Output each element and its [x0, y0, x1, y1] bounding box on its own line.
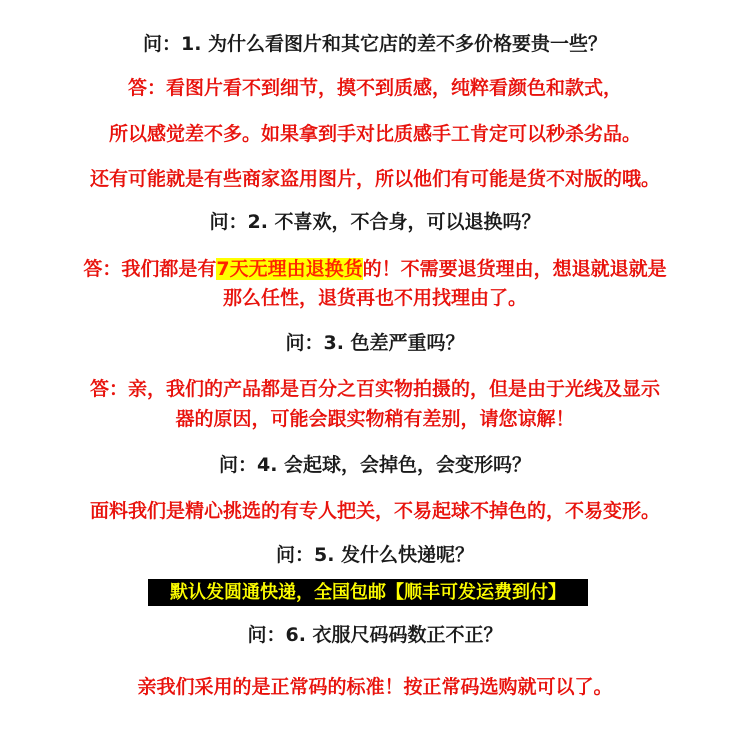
- answer-2-prefix: 答：我们都是有: [83, 258, 217, 280]
- answer-3-line-1: 答：亲，我们的产品都是百分之百实物拍摄的，但是由于光线及显示: [89, 378, 660, 400]
- answer-1-line-3: 还有可能就是有些商家盗用图片，所以他们有可能是货不对版的哦。: [89, 168, 660, 190]
- answer-1-line-1: 答：看图片看不到细节，摸不到质感，纯粹看颜色和款式，: [127, 77, 622, 99]
- question-3: 问：3. 色差严重吗？: [285, 332, 465, 354]
- answer-2-line-2: 那么任性，退货再也不用找理由了。: [222, 287, 527, 309]
- return-policy-highlight: 7天无理由退换货: [216, 258, 363, 280]
- question-4: 问：4. 会起球，会掉色，会变形吗？: [218, 454, 532, 476]
- answer-6: 亲我们采用的是正常码的标准！按正常码选购就可以了。: [137, 676, 613, 698]
- question-2: 问：2. 不喜欢，不合身，可以退换吗？: [209, 211, 541, 233]
- answer-2-suffix: 的！不需要退货理由，想退就退就是: [362, 258, 667, 280]
- answer-1-line-2: 所以感觉差不多。如果拿到手对比质感手工肯定可以秒杀劣品。: [108, 123, 641, 145]
- answer-4: 面料我们是精心挑选的有专人把关，不易起球不掉色的，不易变形。: [89, 500, 660, 522]
- answer-2-line-1: [0, 256, 750, 282]
- answer-3-line-2: 器的原因，可能会跟实物稍有差别，请您谅解！: [175, 408, 575, 430]
- shipping-banner: 默认发圆通快递，全国包邮【顺丰可发运费到付】: [148, 579, 588, 606]
- question-5: 问：5. 发什么快递呢？: [275, 544, 475, 566]
- question-1: 问：1. 为什么看图片和其它店的差不多价格要贵一些？: [142, 33, 608, 55]
- question-6: 问：6. 衣服尺码码数正不正？: [247, 624, 503, 646]
